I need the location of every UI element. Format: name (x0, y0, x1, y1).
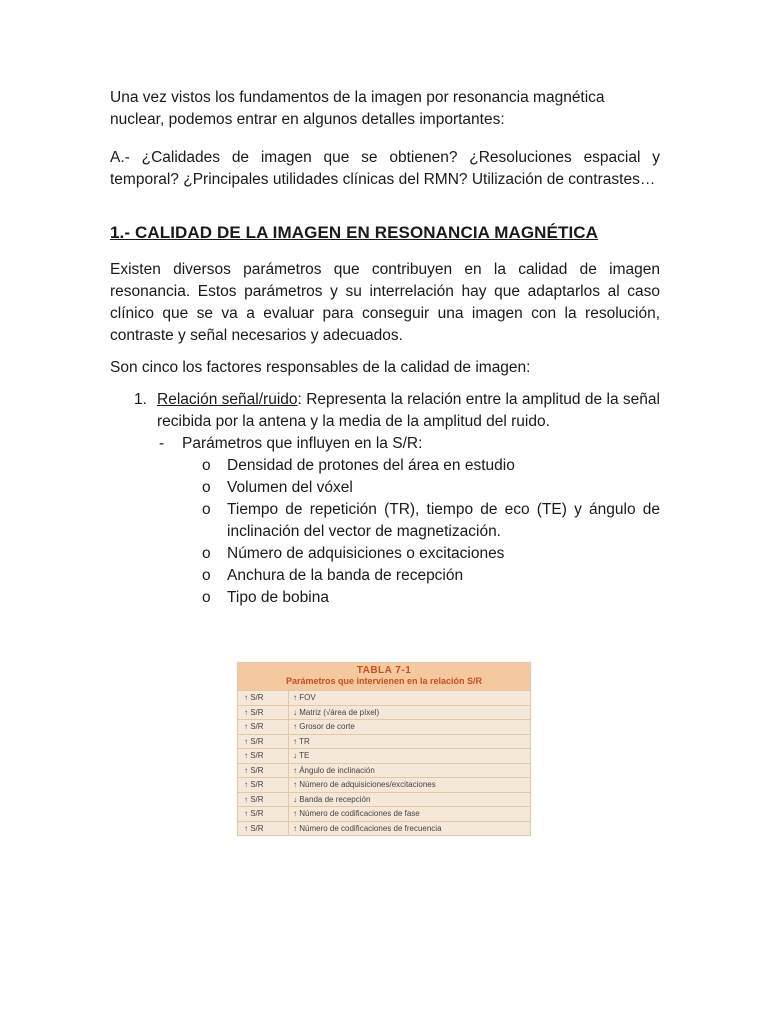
table-row (238, 691, 530, 706)
table-image (237, 662, 531, 836)
table-cell-effect: ↑ S/R (238, 821, 289, 835)
table-row (238, 749, 530, 764)
parameter-text: Volumen del vóxel (227, 479, 353, 496)
section-title: 1.- CALIDAD DE LA IMAGEN EN RESONANCIA MAGNÉTICA (110, 223, 599, 242)
body-paragraph-2: Son cinco los factores responsables de la calidad de imagen: (110, 359, 531, 376)
table-cell-effect: ↑ S/R (238, 763, 289, 778)
table-cell-parameter: ↑ Grosor de corte (289, 720, 531, 735)
table-cell-parameter: ↓ TE (289, 749, 531, 764)
table-cell-effect: ↑ S/R (238, 749, 289, 764)
parameter-text: Densidad de protones del área en estudio (227, 457, 515, 474)
bullet-marker: o (202, 457, 211, 474)
body-paragraph-1: Existen diversos parámetros que contribuyen en la calidad de imagen resonancia. Estos parámetros y su interrelación hay que adaptarlos al caso clínico que se va a evaluar para conseguir una imagen con la resolución, contraste y señal necesarios y adecuados. (110, 261, 660, 344)
table-cell-parameter: ↑ Número de adquisiciones/excitaciones (289, 778, 531, 793)
factors-list (110, 389, 660, 609)
bullet-marker: o (202, 479, 211, 496)
factor-item-1 (110, 389, 660, 609)
table-cell-effect: ↑ S/R (238, 720, 289, 735)
parameter-item (157, 477, 660, 499)
table-row (238, 763, 530, 778)
bullet-marker: o (202, 545, 211, 562)
table-header (238, 663, 530, 690)
table-row (238, 778, 530, 793)
table-row (238, 734, 530, 749)
parameter-item (157, 543, 660, 565)
bullet-marker: o (202, 567, 211, 584)
table-cell-effect: ↑ S/R (238, 734, 289, 749)
parameter-item (157, 499, 660, 543)
factor-definition: : Representa la relación entre la amplitud de la señal recibida por la antena y la media de la amplitud del ruido. (157, 391, 660, 430)
bullet-marker: o (202, 501, 211, 518)
table-row (238, 720, 530, 735)
table-cell-parameter: ↑ Ángulo de inclinación (289, 763, 531, 778)
table-cell-parameter: ↑ TR (289, 734, 531, 749)
sr-parameters-table (238, 690, 530, 835)
parameter-item (157, 587, 660, 609)
parameters-list (157, 455, 660, 609)
factor-number: 1. (134, 391, 147, 408)
table-cell-effect: ↑ S/R (238, 778, 289, 793)
table-cell-parameter: ↑ Número de codificaciones de frecuencia (289, 821, 531, 835)
table-row (238, 792, 530, 807)
table-cell-effect: ↑ S/R (238, 691, 289, 706)
table-cell-parameter: ↓ Matriz (√área de píxel) (289, 705, 531, 720)
parameter-item (157, 565, 660, 587)
table-cell-parameter: ↑ Número de codificaciones de fase (289, 807, 531, 822)
parameters-subheading (157, 433, 660, 455)
table-cell-parameter: ↓ Banda de recepción (289, 792, 531, 807)
table-title: TABLA 7-1 (356, 665, 412, 676)
table-subtitle: Parámetros que intervienen en la relación S/R (285, 676, 483, 686)
parameter-item (157, 455, 660, 477)
parameters-subheading-text: Parámetros que influyen en la S/R: (182, 435, 423, 452)
parameter-text: Número de adquisiciones o excitaciones (227, 545, 505, 562)
table-row (238, 705, 530, 720)
parameter-text: Tiempo de repetición (TR), tiempo de eco (TE) y ángulo de inclinación del vector de magnetización. (227, 501, 660, 540)
question-paragraph: A.- ¿Calidades de imagen que se obtienen? ¿Resoluciones espacial y temporal? ¿Principales utilidades clínicas del RMN? Utilización de contrastes… (110, 149, 660, 188)
intro-paragraph: Una vez vistos los fundamentos de la imagen por resonancia magnética nuclear, podemos entrar en algunos detalles importantes: (110, 89, 605, 128)
table-row (238, 807, 530, 822)
table-cell-effect: ↑ S/R (238, 792, 289, 807)
table-cell-effect: ↑ S/R (238, 705, 289, 720)
table-cell-effect: ↑ S/R (238, 807, 289, 822)
table-cell-parameter: ↑ FOV (289, 691, 531, 706)
factor-term: Relación señal/ruido (157, 391, 298, 408)
parameter-text: Anchura de la banda de recepción (227, 567, 464, 584)
dash-marker: - (159, 435, 165, 452)
table-row (238, 821, 530, 835)
parameter-text: Tipo de bobina (227, 589, 329, 606)
bullet-marker: o (202, 589, 211, 606)
